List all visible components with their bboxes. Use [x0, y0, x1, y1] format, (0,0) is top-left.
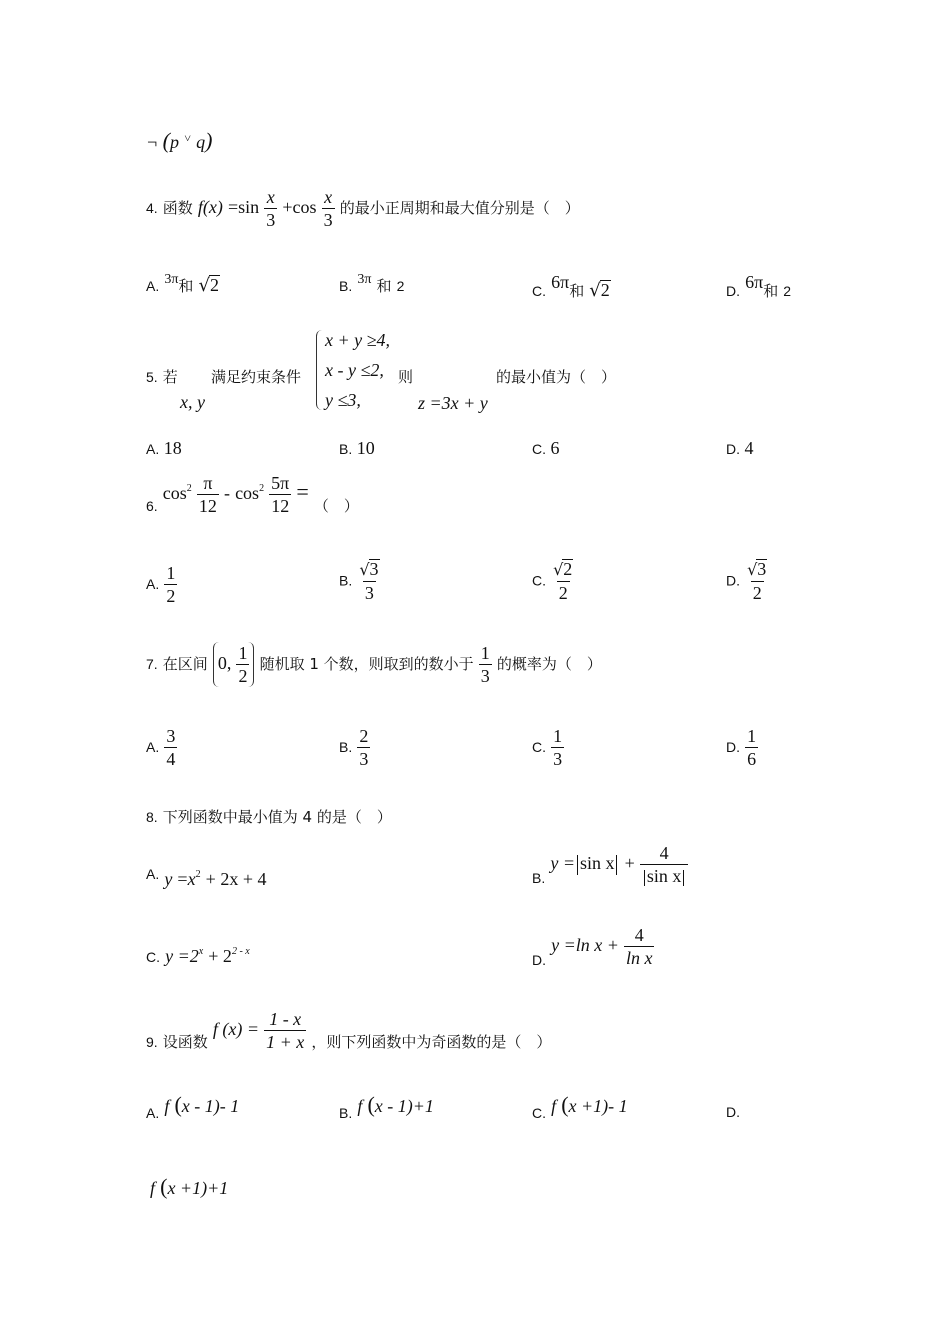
- option-5d: D. 4: [726, 438, 754, 458]
- question-4: 4. 函数 f(x) =sin $\frac{x}{3}$ +cos $\frac{x}{3}$ 的最小正周期和最大值分别是（ ）: [146, 187, 580, 230]
- constraint-label: 满足约束条件: [211, 368, 302, 386]
- objective-z: z =3x + y: [418, 393, 488, 413]
- question-8: 8. 下列函数中最小值为 4 的是（ ）: [146, 808, 392, 826]
- fraction-x-over-3: $\frac{x}{3}$: [323, 187, 333, 230]
- option-7c: C. $\frac{1}{3}$: [532, 726, 563, 769]
- question-9: 9. 设函数 f (x) = $\frac{1 - x}{1 + x}$ ，则下列函数中为奇函数的是（ ）: [146, 1009, 552, 1052]
- fraction-x-over-3: $\frac{x}{3}$: [266, 187, 276, 230]
- constraint-1: x + y ≥4,: [325, 330, 391, 350]
- option-8b: B. y = sin x + $\frac{4}{\text{sin x}}$: [532, 842, 688, 887]
- option-4c: C. 6π和 √2: [532, 272, 610, 301]
- option-9a: A. f (x - 1)- 1: [146, 1092, 240, 1121]
- option-5c: C. 6: [532, 438, 560, 458]
- option-7a: A. $\frac{3}{4}$: [146, 726, 176, 769]
- fraction-5pi-over-12: $\frac{5\pi}{12}$: [271, 473, 290, 516]
- option-6b: B. $\frac{√3}{3}$: [339, 559, 379, 603]
- option-9b: B. f (x - 1)+1: [339, 1092, 434, 1121]
- option-6a: A. $\frac{1}{2}$: [146, 563, 176, 606]
- option-4b: B. 3π 和 2: [339, 272, 405, 295]
- option-8a: A. $y =x^2 + 2x + 4$: [146, 866, 267, 889]
- question-5-stem: 的最小值为（ ）: [496, 368, 617, 386]
- option-4d: D. 6π和 2: [726, 272, 792, 300]
- option-5a: A. 18: [146, 438, 182, 458]
- constraint-2: x - y ≤2,: [325, 360, 384, 380]
- interval-bracket: 0, $\frac{1}{2}$: [213, 642, 255, 687]
- option-8d: D. y =ln x + $\frac{4}{\text{ln x}}$: [532, 925, 653, 968]
- option-6d: D. $\frac{√3}{2}$: [726, 559, 767, 603]
- option-5b: B. 10: [339, 438, 375, 458]
- option-8c: C. $y =2^x + 2^{2 - x}$: [146, 946, 250, 966]
- question-5-number: 5. 若: [146, 368, 178, 386]
- negation-fragment: ¬ (p ˅ q): [146, 128, 213, 153]
- option-9c: C. f (x +1)- 1: [532, 1092, 628, 1121]
- question-7: 7. 在区间 0, $\frac{1}{2}$ 随机取 1 个数，则取到的数小于 $\frac{1}{3}$ 的概率为（ ）: [146, 643, 602, 686]
- then-label: 则: [398, 368, 414, 386]
- option-9d-label: D.: [726, 1104, 740, 1120]
- left-brace: [316, 330, 325, 410]
- option-7b: B. $\frac{2}{3}$: [339, 726, 369, 769]
- variables-xy: x, y: [180, 392, 205, 412]
- option-7d: D. $\frac{1}{6}$: [726, 726, 757, 769]
- option-4a: A. 3π和 √2: [146, 272, 219, 296]
- fraction-pi-over-12: $\frac{\pi}{12}$: [198, 473, 217, 516]
- question-6: 6. $\cos^2$ $\frac{\pi}{12}$ - $\cos^2$ $\frac{5\pi}{12}$ = （ ）: [146, 473, 359, 516]
- option-6c: C. $\frac{√2}{2}$: [532, 559, 573, 603]
- option-9d-expr: f (x +1)+1: [150, 1174, 229, 1199]
- constraint-3: y ≤3,: [325, 390, 361, 410]
